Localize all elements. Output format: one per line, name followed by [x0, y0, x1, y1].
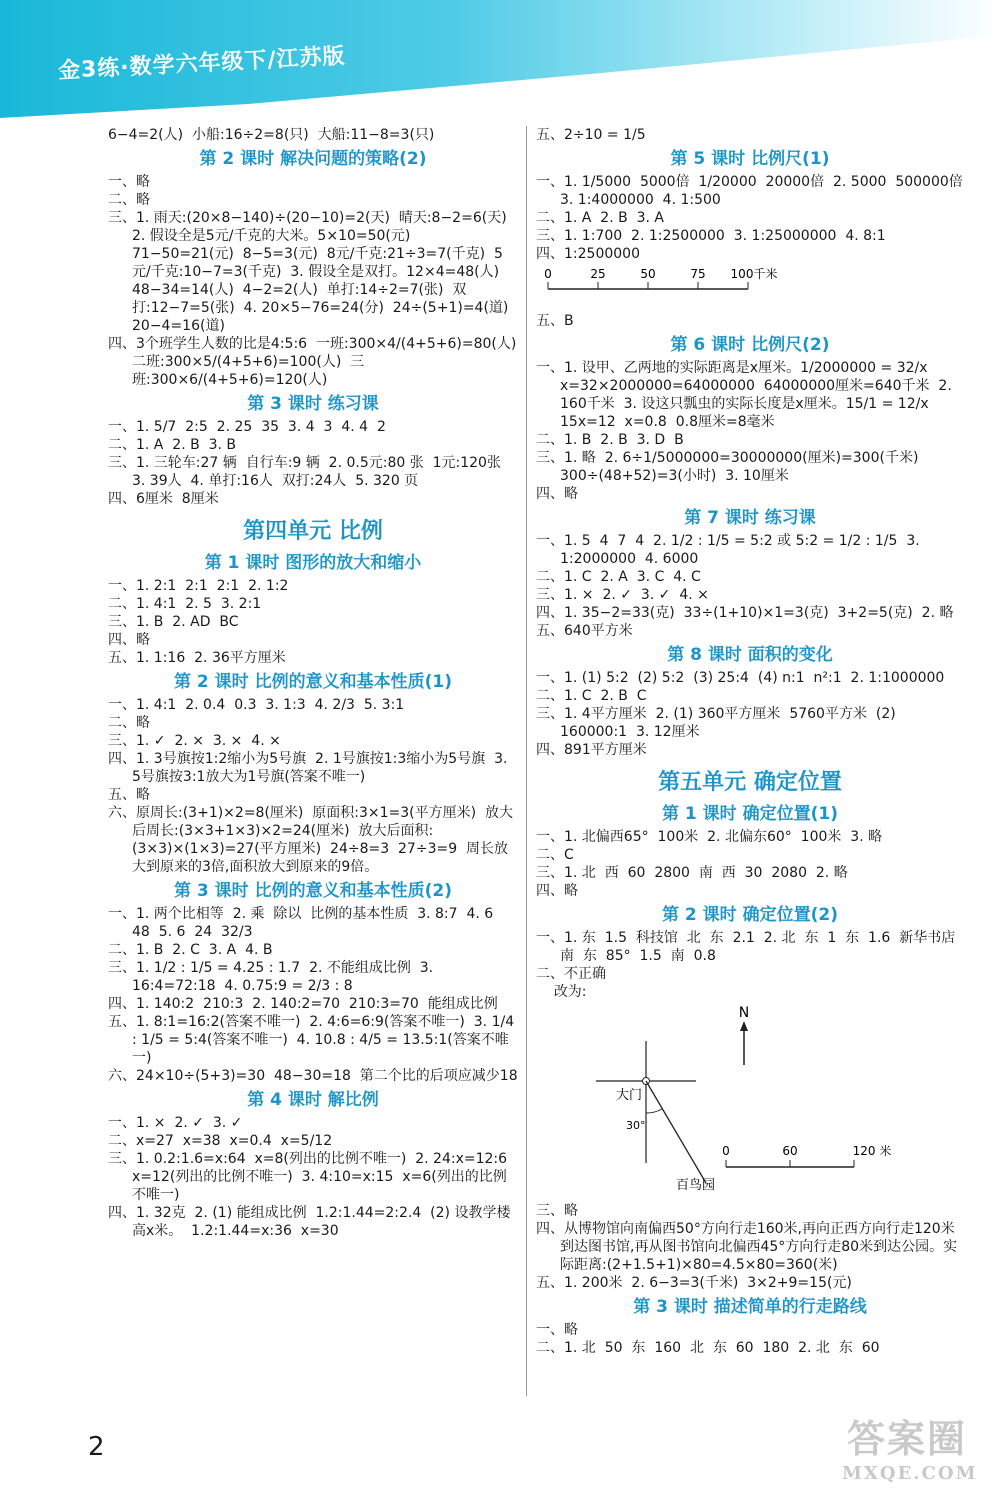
answer-line: 四、1:2500000 [536, 246, 640, 262]
answer-line: 四、1. 35−2=33(克) 33÷(1+10)×1=3(克) 3+2=5(克) 2. 略 [536, 605, 954, 621]
angle-label: 30° [626, 1119, 646, 1132]
answer-line: 四、略 [536, 486, 578, 502]
answer-line: 一、1. (1) 5:2 (2) 5:2 (3) 25:4 (4) n:1 n²:1 2. 1:1000000 [536, 670, 945, 686]
north-label: N [738, 1005, 750, 1021]
answer-line: 四、从博物馆向南偏西50°方向行走160米,再向正西方向行走120米到达图书馆,再从图书馆向北偏西45°方向行走80米到达公园。实际距离:(2+1.5+1)×80=4.5×80=360(米) [536, 1221, 958, 1273]
answer-line: 四、891平方厘米 [536, 742, 647, 758]
lesson-heading: 第 2 课时 解决问题的策略(2) [199, 149, 427, 169]
route-line [646, 1081, 706, 1183]
answer-line: 四、略 [536, 883, 578, 899]
answer-line: 二、x=27 x=38 x=0.4 x=5/12 [108, 1133, 333, 1149]
answer-line: 一、1. 1/5000 5000倍 1/20000 20000倍 2. 5000 500000倍 3. 1:4000000 4. 1:500 [536, 174, 972, 208]
answer-line: 三、略 [536, 1203, 578, 1219]
answer-line: 三、1. 4平方厘米 2. (1) 360平方厘米 5760平方米 (2) 160000:1 3. 12厘米 [536, 706, 901, 740]
answer-line: 一、略 [108, 174, 150, 190]
answer-line: 一、1. 2:1 2:1 2:1 2. 1:2 [108, 578, 289, 594]
lesson-heading: 第 7 课时 练习课 [684, 508, 816, 528]
answer-line: 三、1. 0.2:1.6=x:64 x=8(列出的比例不唯一) 2. 24:x=12:6 x=12(列出的比例不唯一) 3. 4:10=x:15 x=6(列出的比例不唯一) [108, 1151, 516, 1203]
answer-line: 二、不正确 [536, 966, 606, 982]
answer-line: 二、1. A 2. B 3. B [108, 437, 237, 453]
north-arrow-head-icon [740, 1021, 748, 1031]
answer-line: 四、1. 3号旗按1:2缩小为5号旗 2. 1号旗按1:3缩小为5号旗 3. 5号旗按3:1放大为1号旗(答案不唯一) [108, 751, 512, 785]
scale-tick-label: 75 [690, 267, 706, 281]
answer-line: 二、1. B 2. B 3. D B [536, 432, 684, 448]
answer-line: 六、原周长:(3+1)×2=8(厘米) 原面积:3×1=3(平方厘米) 放大后周长:(3×3+1×3)×2=24(厘米) 放大后面积:(3×3)×(1×3)=27(平方厘米) 24÷8=3 27÷3=9 周长放大到原来的3倍,面积放大到原来的9倍。 [108, 805, 514, 875]
right-section-a [536, 126, 972, 263]
answer-line: 五、1. 8:1=16:2(答案不唯一) 2. 4:6=6:9(答案不唯一) 3. 1/4 : 1/5 = 5:4(答案不唯一) 4. 10.8 : 4/5 = 13.5:1(答案不唯一) [108, 1014, 519, 1066]
watermark-logo: 答案圈 MXQE.COM [842, 1416, 978, 1484]
answer-line: 三、1. × 2. ✓ 3. ✓ 4. × [536, 587, 709, 603]
scale-tick-label: 120 米 [852, 1144, 892, 1158]
lesson-heading: 第 8 课时 面积的变化 [667, 645, 833, 665]
answer-line: 四、3个班学生人数的比是4:5:6 一班:300×4/(4+5+6)=80(人) 二班:300×5/(4+5+6)=100(人) 三班:300×6/(4+5+6)=120(人) [108, 336, 526, 388]
answer-line: 二、1. A 2. B 3. A [536, 210, 664, 226]
scale-tick-label: 25 [590, 267, 606, 281]
scale-tick-label: 100千米 [730, 267, 778, 281]
lesson-heading: 第 3 课时 比例的意义和基本性质(2) [174, 881, 452, 901]
answer-line: 一、1. 东 1.5 科技馆 北 东 2.1 2. 北 东 1 东 1.6 新华书店 南 东 85° 1.5 南 0.8 [536, 930, 965, 964]
unit-heading: 第五单元 确定位置 [658, 770, 842, 795]
right-section-b [536, 312, 964, 1001]
answer-line: 五、1. 200米 2. 6−3=3(千米) 3×2+9=15(元) [536, 1275, 852, 1291]
answer-line: 二、1. 4:1 2. 5 3. 2:1 [108, 596, 262, 612]
lesson-heading: 第 6 课时 比例尺(2) [670, 335, 830, 355]
answer-line: 五、2÷10 = 1/5 [536, 127, 646, 143]
lesson-heading: 第 4 课时 解比例 [247, 1090, 379, 1110]
lesson-heading: 第 3 课时 练习课 [247, 394, 379, 414]
page-number: 2 [88, 1432, 105, 1462]
answer-line: 三、1. 1/2 : 1/5 = 4.25 : 1.7 2. 不能组成比例 3. 16:4=72:18 4. 0.75:9 = 2/3 : 8 [108, 960, 438, 994]
answer-line: 三、1. 北 西 60 2800 南 西 30 2080 2. 略 [536, 865, 848, 881]
answer-line: 五、1. 1:16 2. 36平方厘米 [108, 650, 286, 666]
lesson-heading: 第 5 课时 比例尺(1) [670, 149, 830, 169]
answer-line: 二、C [536, 847, 574, 863]
answer-line: 一、1. × 2. ✓ 3. ✓ [108, 1115, 243, 1131]
book-title: 金3练·数学六年级下/江苏版 [57, 43, 347, 84]
answer-line: 二、1. 北 50 东 160 北 东 60 180 2. 北 东 60 [536, 1340, 880, 1356]
answer-line: 六、24×10÷(5+3)=30 48−30=18 第二个比的后项应减少18 [108, 1068, 518, 1084]
answer-line: 一、略 [536, 1322, 578, 1338]
scale-bar-1 [536, 265, 796, 303]
gate-label: 大门 [616, 1088, 643, 1103]
answer-line: 三、1. 三轮车:27 辆 自行车:9 辆 2. 0.5元:80 张 1元:120张 3. 39人 4. 单打:16人 双打:24人 5. 320 页 [108, 455, 510, 489]
answer-line: 四、1. 140:2 210:3 2. 140:2=70 210:3=70 能组成比例 [108, 996, 498, 1012]
right-column [536, 126, 972, 1357]
right-section-c [536, 1202, 964, 1357]
answer-line: 三、1. 略 2. 6÷1/5000000=30000000(厘米)=300(千米) 300÷(48+52)=3(小时) 3. 10厘米 [536, 450, 928, 484]
scale-tick-label: 60 [782, 1144, 798, 1158]
map-diagram [536, 1003, 956, 1193]
answer-line: 五、B [536, 313, 574, 329]
scale-tick-label: 50 [640, 267, 656, 281]
answer-line: 一、1. 4:1 2. 0.4 0.3 3. 1:3 4. 2/3 5. 3:1 [108, 697, 405, 713]
lesson-heading: 第 1 课时 图形的放大和缩小 [204, 553, 422, 573]
answer-line: 五、640平方米 [536, 623, 633, 639]
lesson-heading: 第 2 课时 比例的意义和基本性质(1) [174, 672, 452, 692]
scale-tick-label: 0 [722, 1144, 730, 1158]
unit-heading: 第四单元 比例 [243, 519, 383, 544]
scale-tick-label: 0 [544, 267, 552, 281]
left-column [108, 126, 526, 1240]
garden-label: 百鸟园 [676, 1178, 716, 1193]
column-divider [526, 126, 527, 1396]
answer-line: 改为: [536, 984, 587, 1000]
answer-line: 一、1. 设甲、乙两地的实际距离是x厘米。1/2000000 = 32/x x=32×2000000=64000000 64000000厘米=640千米 2. 160千米 3. 设这只瓢虫的实际长度是x厘米。15/1 = 12/x 15x=12 x=0.8 0.8厘米=8毫米 [536, 360, 957, 430]
answer-line: 四、略 [108, 632, 150, 648]
answer-line: 一、1. 北偏西65° 100米 2. 北偏东60° 100米 3. 略 [536, 829, 883, 845]
answer-line: 二、1. C 2. A 3. C 4. C [536, 569, 701, 585]
lesson-heading: 第 3 课时 描述简单的行走路线 [633, 1297, 867, 1317]
answer-line: 一、1. 5 4 7 4 2. 1/2 : 1/5 = 5:2 或 5:2 = 1/2 : 1/5 3. 1:2000000 4. 6000 [536, 533, 925, 567]
answer-line: 一、1. 5/7 2:5 2. 25 35 3. 4 3 4. 4 2 [108, 419, 386, 435]
answer-line: 二、1. B 2. C 3. A 4. B [108, 942, 273, 958]
lesson-heading: 第 2 课时 确定位置(2) [662, 905, 838, 925]
answer-line: 6−4=2(人) 小船:16÷2=8(只) 大船:11−8=3(只) [108, 127, 435, 143]
answer-line: 二、略 [108, 192, 150, 208]
answer-line: 五、略 [108, 787, 150, 803]
answer-line: 三、1. 雨天:(20×8−140)÷(20−10)=2(天) 晴天:8−2=6(天) 2. 假设全是5元/千克的大米。5×10=50(元) 71−50=21(元) 8−5=3(元) 8元/千克:21÷3=7(千克) 5元/千克:10−7=3(千克) 3. 假设全是双打。12×4=48(人) 48−34=14(人) 4−2=2(人) 单打:14÷2=7(张) 双打:12−7=5(张) 4. 20×5−76=24(分) 24÷(5+1)=4(道) 20−4=16(道) [108, 210, 518, 334]
answer-line: 三、1. 1:700 2. 1:2500000 3. 1:25000000 4. 8:1 [536, 228, 886, 244]
answer-line: 四、6厘米 8厘米 [108, 491, 219, 507]
lesson-heading: 第 1 课时 确定位置(1) [662, 804, 838, 824]
answer-line: 二、1. C 2. B C [536, 688, 647, 704]
answer-line: 三、1. B 2. AD BC [108, 614, 239, 630]
answer-line: 三、1. ✓ 2. × 3. × 4. × [108, 733, 281, 749]
answer-line: 四、1. 32克 2. (1) 能组成比例 1.2:1.44=2:2.4 (2) 设教学楼高x米。 1.2:1.44=x:36 x=30 [108, 1205, 511, 1239]
answer-line: 一、1. 两个比相等 2. 乘 除以 比例的基本性质 3. 8:7 4. 6 48 5. 6 24 32/3 [108, 906, 503, 940]
answer-line: 二、略 [108, 715, 150, 731]
